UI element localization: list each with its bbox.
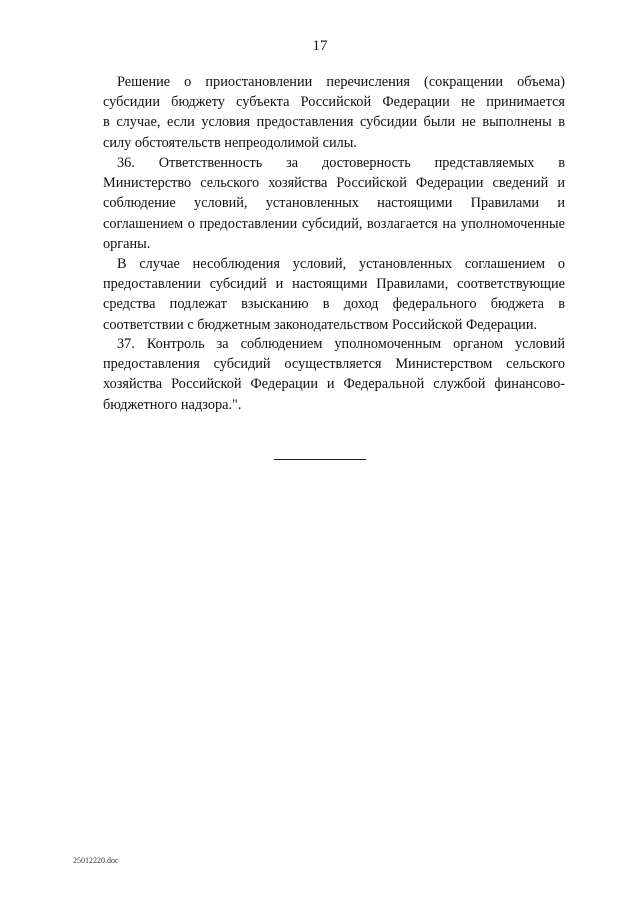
- text-line: 36. Ответственность за достоверность представляемых в: [117, 155, 565, 171]
- text-line: соблюдение условий, установленных настоящими Правилами и: [103, 195, 565, 212]
- paragraph-item-37: [103, 334, 565, 415]
- paragraph-non-compliance: [103, 254, 565, 335]
- text-line: субсидии бюджету субъекта Российской Федерации не принимается: [103, 94, 565, 111]
- text-line: соглашением о предоставлении субсидий, возлагается на уполномоченные: [103, 215, 565, 232]
- text-line: предоставления субсидий осуществляется Министерством сельского: [103, 356, 565, 373]
- text-line: 37. Контроль за соблюдением уполномоченным органом условий: [117, 336, 565, 352]
- text-line: хозяйства Российской Федерации и Федеральной службой финансово-: [103, 376, 565, 393]
- text-line: органы.: [103, 235, 151, 252]
- text-line: В случае несоблюдения условий, установленных соглашением о: [117, 256, 565, 272]
- page-number: 17: [312, 38, 328, 54]
- text-line: Решение о приостановлении перечисления (сокращении объема): [117, 74, 565, 90]
- text-line: силу обстоятельств непреодолимой силы.: [103, 134, 357, 151]
- text-line: Министерство сельского хозяйства Российской Федерации сведений и: [103, 175, 565, 192]
- text-line: средства подлежат взысканию в доход федерального бюджета в: [103, 296, 565, 313]
- paragraph-item-36: [103, 153, 565, 254]
- paragraph-subsidy-suspension: [103, 72, 565, 153]
- document-filename: 25012220.doc: [73, 856, 119, 865]
- text-line: в случае, если условия предоставления субсидии были не выполнены в: [103, 114, 565, 131]
- text-line: бюджетного надзора.".: [103, 396, 242, 413]
- text-line: соответствии с бюджетным законодательством Российской Федерации.: [103, 316, 538, 333]
- text-line: предоставлении субсидий и настоящими Правилами, соответствующие: [103, 276, 565, 293]
- end-divider-line: [274, 459, 366, 460]
